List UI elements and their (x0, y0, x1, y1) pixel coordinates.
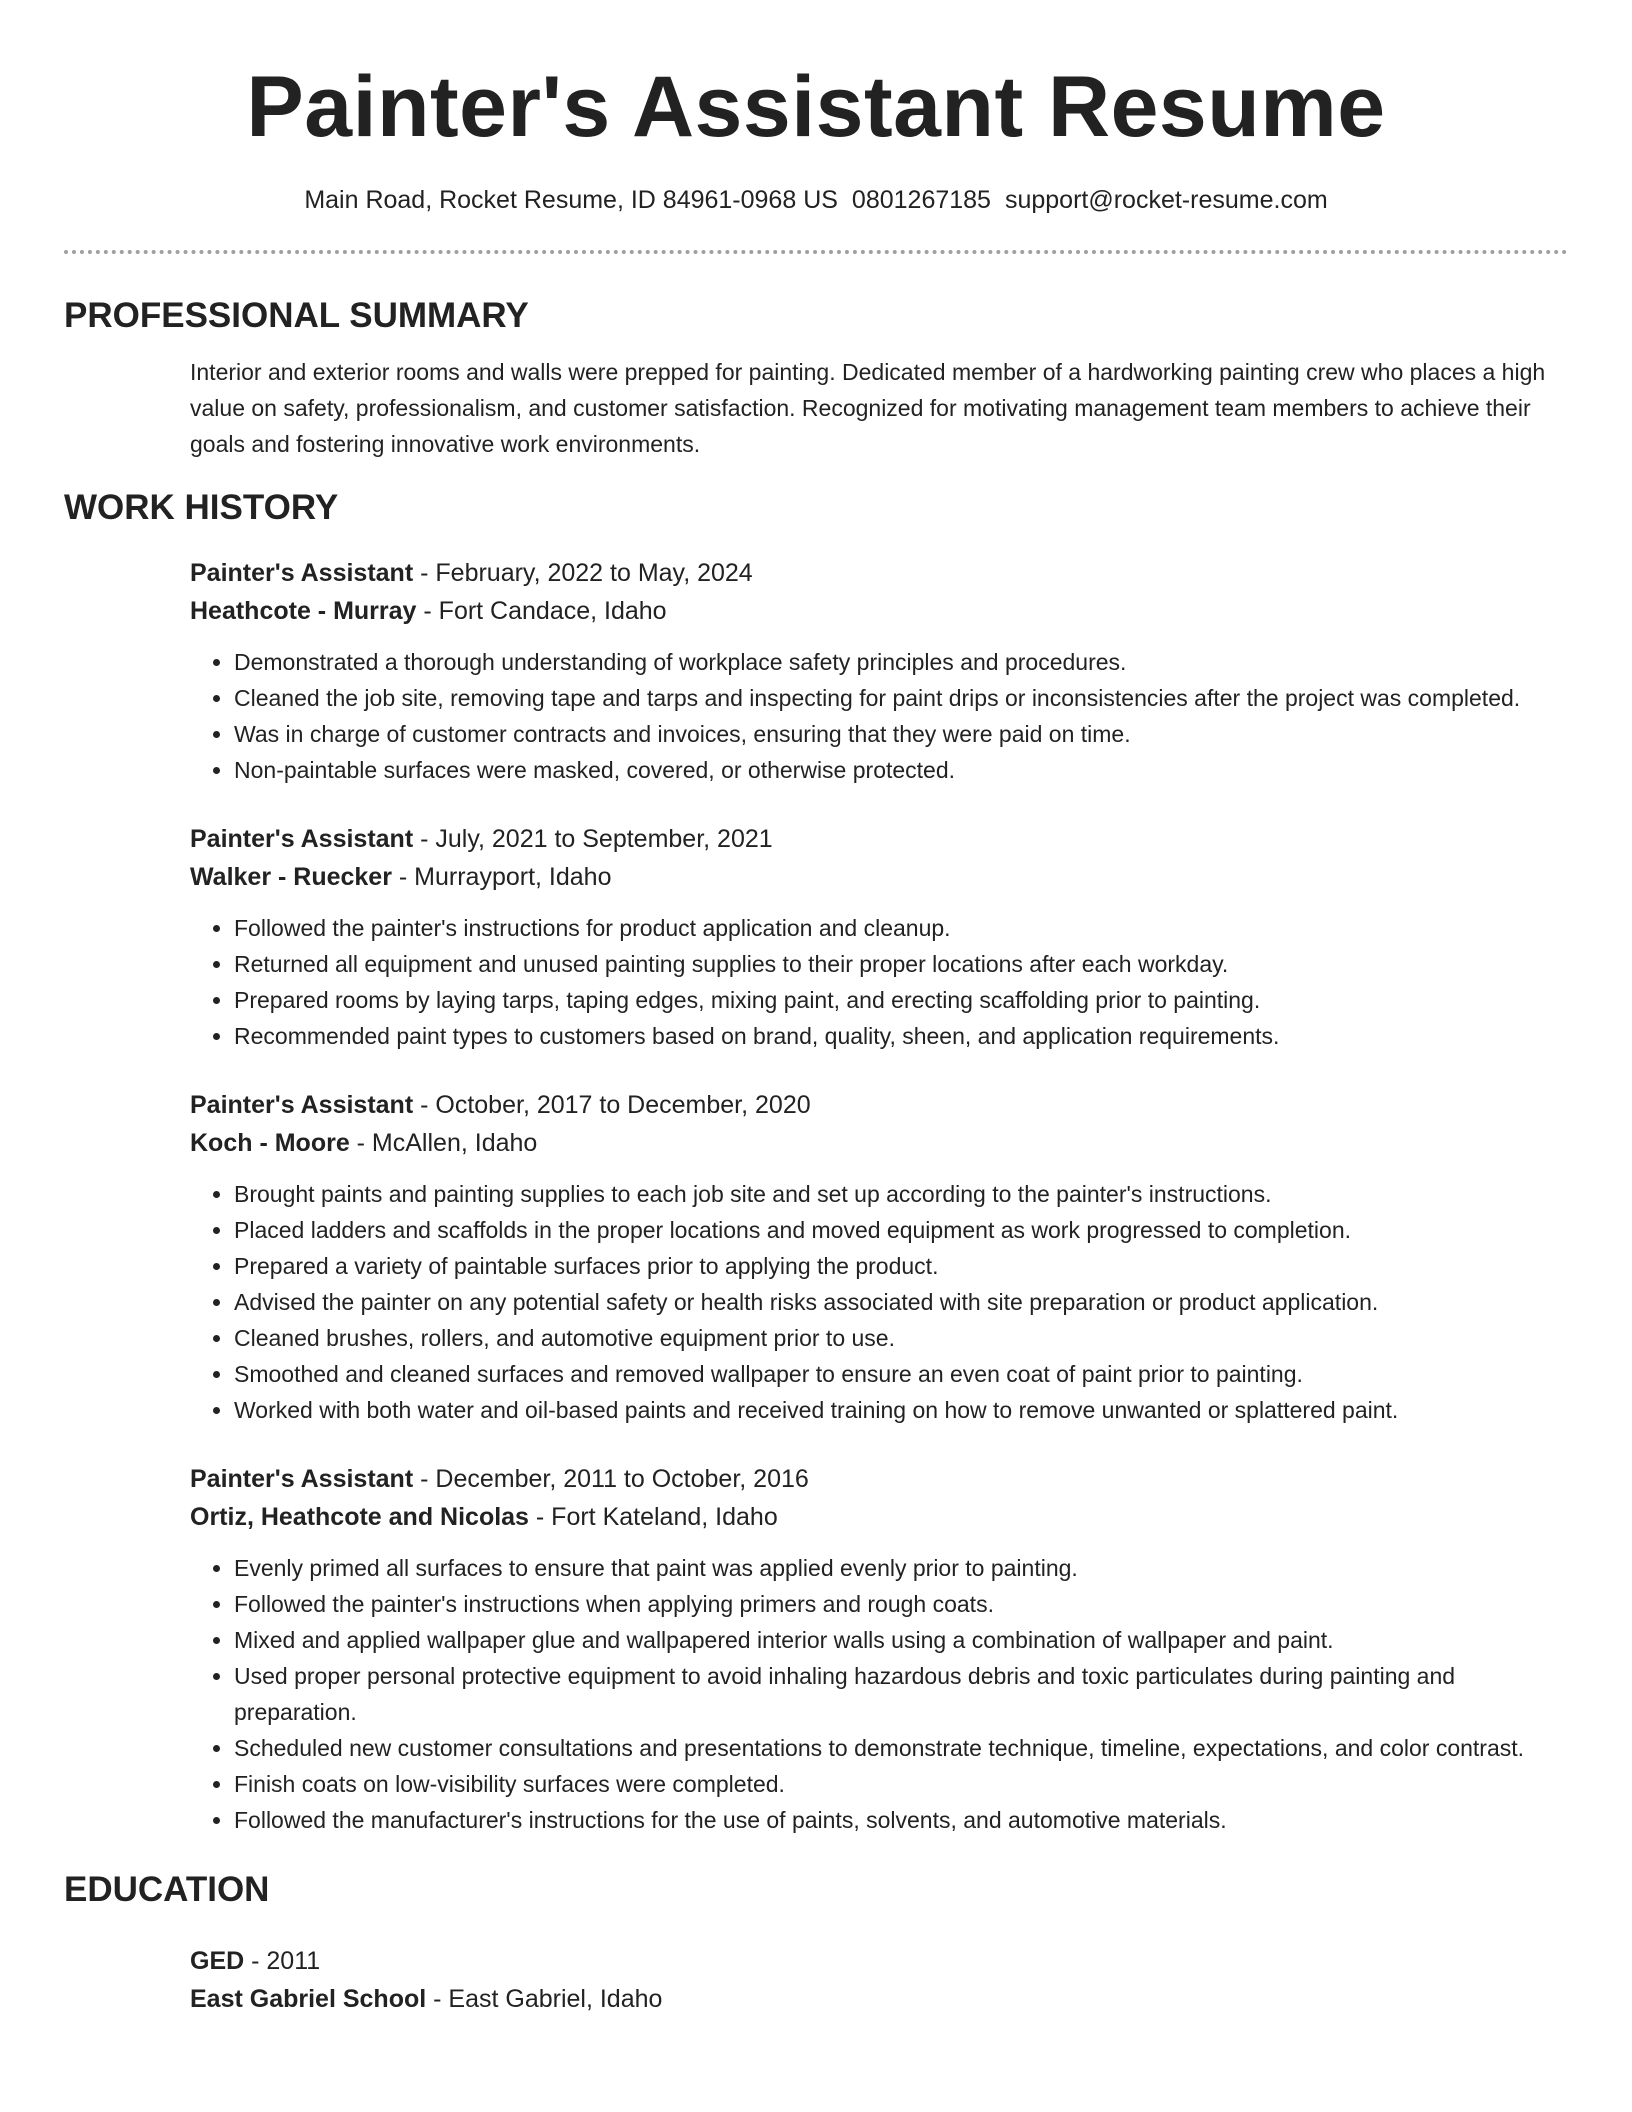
education-year: - 2011 (244, 1947, 321, 1975)
job-entry (190, 1460, 1568, 1838)
job-bullet: • Evenly primed all surfaces to ensure that paint was applied evenly prior to painting. (234, 1550, 1568, 1586)
job-company-line (190, 858, 1568, 896)
job-bullet: • Followed the manufacturer's instructions for the use of paints, solvents, and automotive materials. (234, 1802, 1568, 1838)
job-dates: - February, 2022 to May, 2024 (413, 559, 753, 587)
job-role: Painter's Assistant (190, 1465, 414, 1493)
job-bullet: • Smoothed and cleaned surfaces and removed wallpaper to ensure an even coat of paint prior to painting. (234, 1356, 1568, 1392)
job-bullets (190, 1176, 1568, 1428)
job-bullet: • Non-paintable surfaces were masked, covered, or otherwise protected. (234, 752, 1568, 788)
job-bullet: • Recommended paint types to customers based on brand, quality, sheen, and application requirements. (234, 1018, 1568, 1054)
job-location: - Murrayport, Idaho (391, 863, 612, 891)
job-company-line (190, 1498, 1568, 1536)
job-bullet: • Cleaned the job site, removing tape and tarps and inspecting for paint drips or inconsistencies after the project was completed. (234, 680, 1568, 716)
job-role: Painter's Assistant (190, 559, 414, 587)
job-bullet: • Prepared rooms by laying tarps, taping edges, mixing paint, and erecting scaffolding prior to painting. (234, 982, 1568, 1018)
job-dates: - October, 2017 to December, 2020 (413, 1091, 811, 1119)
education-school-line (190, 1980, 1568, 2018)
education-degree: GED (190, 1947, 245, 1975)
resume-title: Painter's Assistant Resume (246, 59, 1386, 155)
job-dates: - December, 2011 to October, 2016 (413, 1465, 809, 1493)
job-company: Walker - Ruecker (190, 863, 392, 891)
job-bullet: • Prepared a variety of paintable surfaces prior to applying the product. (234, 1248, 1568, 1284)
work-history-section (64, 486, 1568, 1838)
job-bullets (190, 644, 1568, 788)
job-role: Painter's Assistant (190, 825, 414, 853)
job-company: Koch - Moore (190, 1129, 350, 1157)
job-bullets (190, 1550, 1568, 1838)
education-location: - East Gabriel, Idaho (426, 1985, 663, 2013)
job-bullet: • Was in charge of customer contracts and invoices, ensuring that they were paid on time. (234, 716, 1568, 752)
job-company: Ortiz, Heathcote and Nicolas (190, 1503, 529, 1531)
job-bullet: • Cleaned brushes, rollers, and automotive equipment prior to use. (234, 1320, 1568, 1356)
job-title-line (190, 1086, 1568, 1124)
job-bullet: • Returned all equipment and unused painting supplies to their proper locations after each workday. (234, 946, 1568, 982)
job-bullets (190, 910, 1568, 1054)
job-bullet: • Mixed and applied wallpaper glue and wallpapered interior walls using a combination of wallpaper and paint. (234, 1622, 1568, 1658)
header-divider (64, 250, 1568, 254)
job-bullet: • Advised the painter on any potential safety or health risks associated with site preparation or product application. (234, 1284, 1568, 1320)
job-entry (190, 820, 1568, 1054)
summary-text: Interior and exterior rooms and walls were prepped for painting. Dedicated member of a hardworking painting crew who places a high value on safety, professionalism, and customer satisfaction. Recognized for motivating management team members to achieve their goals and fostering innovative work environments. (190, 359, 1546, 457)
job-bullet: • Followed the painter's instructions when applying primers and rough coats. (234, 1586, 1568, 1622)
job-title-line (190, 554, 1568, 592)
job-bullet: • Placed ladders and scaffolds in the proper locations and moved equipment as work progressed to completion. (234, 1212, 1568, 1248)
job-bullet: • Used proper personal protective equipment to avoid inhaling hazardous debris and toxic particulates during painting and preparation. (234, 1658, 1568, 1730)
education-degree-line (190, 1942, 1568, 1980)
education-heading: EDUCATION (64, 1870, 270, 1909)
job-location: - McAllen, Idaho (349, 1129, 538, 1157)
contact-email: support@rocket-resume.com (1004, 186, 1328, 214)
job-title-line (190, 820, 1568, 858)
contact-line (64, 182, 1568, 218)
summary-heading: PROFESSIONAL SUMMARY (64, 296, 529, 335)
job-bullet: • Brought paints and painting supplies to each job site and set up according to the painter's instructions. (234, 1176, 1568, 1212)
job-bullet: • Followed the painter's instructions for product application and cleanup. (234, 910, 1568, 946)
job-bullet: • Demonstrated a thorough understanding of workplace safety principles and procedures. (234, 644, 1568, 680)
education-entry (190, 1942, 1568, 2018)
education-school: East Gabriel School (190, 1985, 427, 2013)
contact-address: Main Road, Rocket Resume, ID 84961-0968 US (304, 186, 838, 214)
job-company-line (190, 592, 1568, 630)
job-title-line (190, 1460, 1568, 1498)
job-company: Heathcote - Murray (190, 597, 417, 625)
job-location: - Fort Candace, Idaho (416, 597, 667, 625)
education-section (64, 1868, 1568, 2018)
job-bullet: • Scheduled new customer consultations and presentations to demonstrate technique, timeline, expectations, and color contrast. (234, 1730, 1568, 1766)
job-entry (190, 554, 1568, 788)
job-dates: - July, 2021 to September, 2021 (413, 825, 773, 853)
job-company-line (190, 1124, 1568, 1162)
job-role: Painter's Assistant (190, 1091, 414, 1119)
summary-section (64, 294, 1568, 462)
job-location: - Fort Kateland, Idaho (528, 1503, 778, 1531)
job-bullet: • Worked with both water and oil-based paints and received training on how to remove unwanted or splattered paint. (234, 1392, 1568, 1428)
work-history-heading: WORK HISTORY (64, 488, 339, 527)
job-entry (190, 1086, 1568, 1428)
contact-phone: 0801267185 (851, 186, 991, 214)
job-bullet: • Finish coats on low-visibility surfaces were completed. (234, 1766, 1568, 1802)
